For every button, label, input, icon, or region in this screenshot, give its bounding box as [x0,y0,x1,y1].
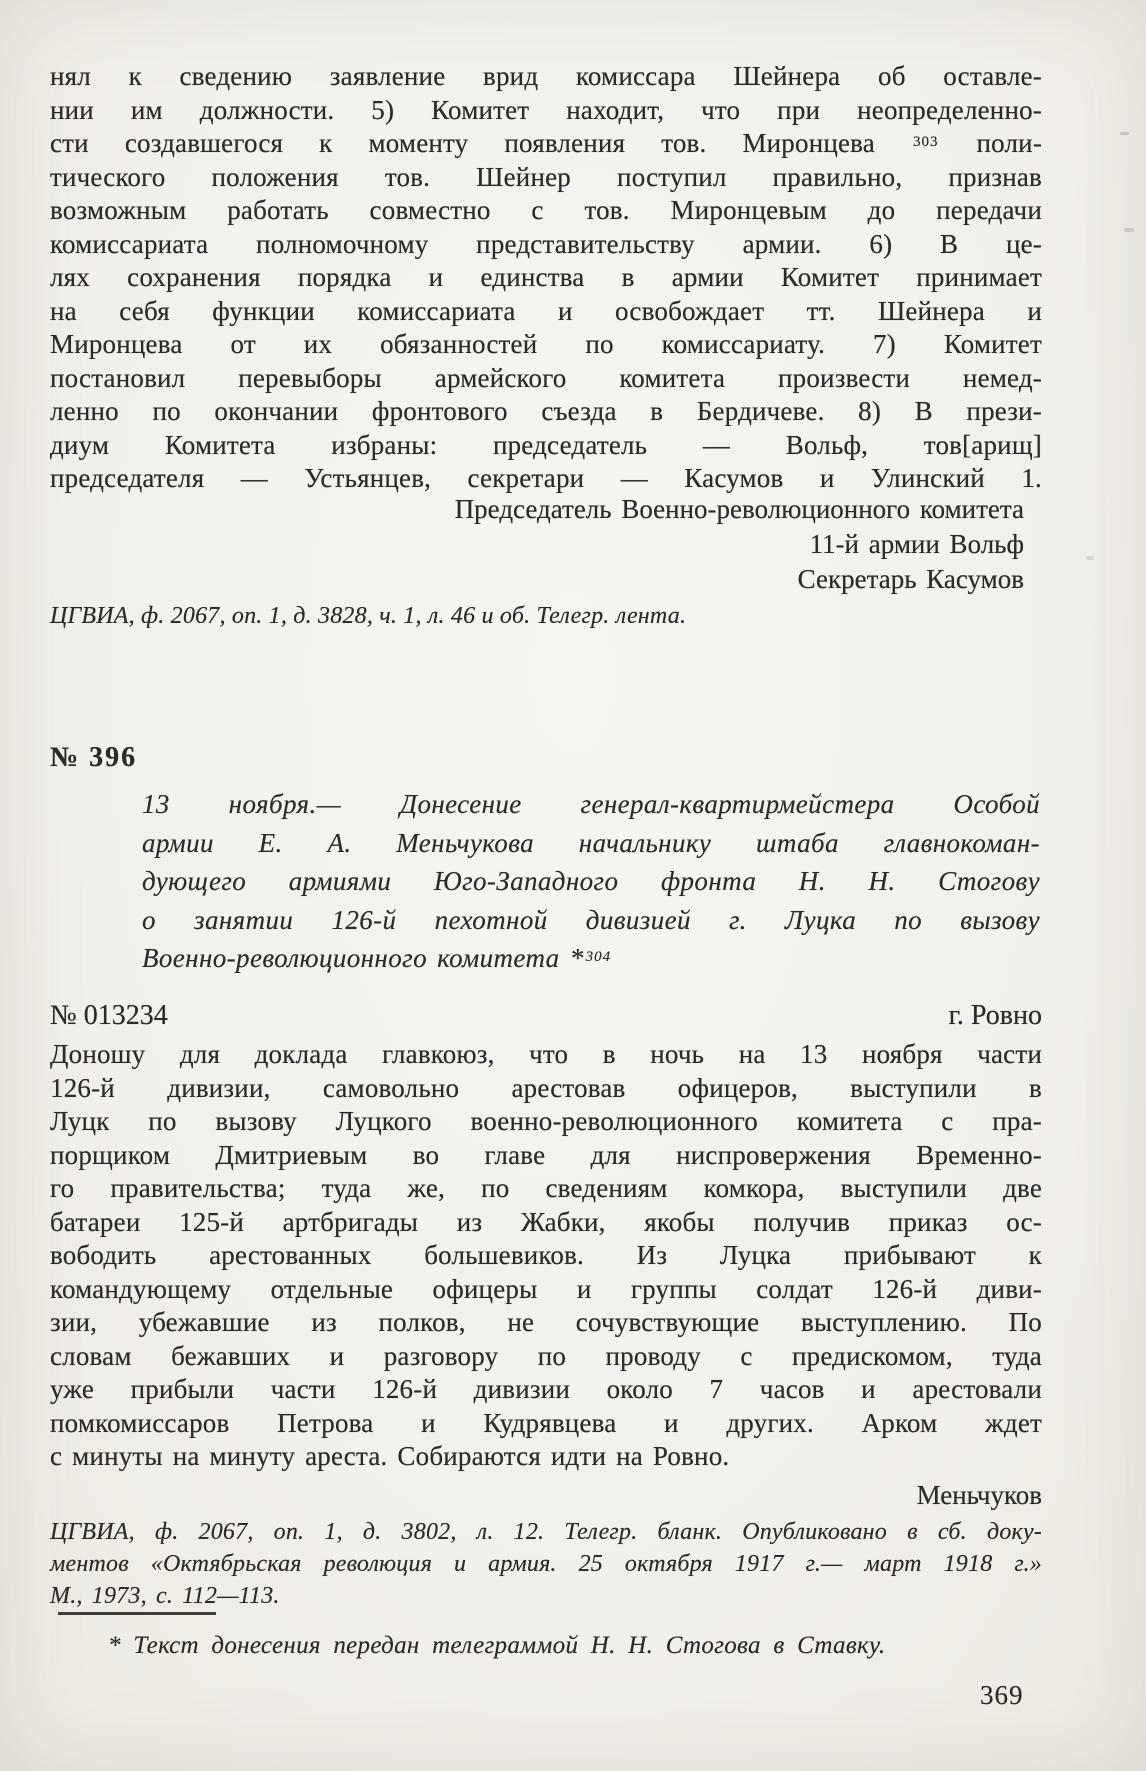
text-line: постановил перевыборы армейского комитета произвести немед- [50,362,1042,393]
signature-line: Меньчуков [916,1480,1042,1510]
text-line: вободить арестованных большевиков. Из Луцка прибывают к [50,1240,1042,1270]
text-line: порщиком Дмитриевым во главе для ниспровержения Временно- [50,1139,1042,1170]
text-line: Доношу для доклада главкоюз, что в ночь на 13 ноября части [50,1039,1042,1069]
source-line: М., 1973, с. 112—113. [50,1583,280,1609]
doc-396-heading [142,785,1040,978]
footnote-marker: * [108,1632,121,1659]
text-line: нял к сведению заявление врид комиссара Шейнера об оставле- [50,61,1042,91]
text-line: нии им должности. 5) Комитет находит, что при неопределенно- [50,94,1042,125]
text-line: уже прибыли части 126-й дивизии около 7 часов и арестовали [50,1374,1042,1404]
text-line: на себя функции комиссариата и освобождает тт. Шейнера и [50,295,1042,326]
doc-396-meta-line [50,1000,1042,1032]
heading-line-with-footnote-ref [142,939,1040,978]
doc-396-signature [50,1478,1042,1513]
page-footnote [50,1630,1042,1662]
doc-395-continuation [50,60,1042,496]
doc-396-body [50,1038,1042,1474]
doc-396-archive-source [50,1516,1042,1612]
scan-speck [1086,556,1094,560]
signature-line: Секретарь Касумов [797,564,1024,594]
doc-395-signature [50,492,1042,597]
text-fragment: сти создавшегося к моменту появления тов. Миронцева [50,128,875,158]
footnote-reference-303: 303 [912,134,939,150]
text-line: Миронцева от их обязанностей по комиссариату. 7) Комитет [50,329,1042,359]
text-line: с минуты на минуту ареста. Собираются идти на Ровно. [50,1441,730,1471]
heading-line: дующего армиями Юго-Западного фронта Н. Н. Стогову [142,866,1040,896]
doc-396-number-heading [50,742,1042,774]
scan-speck [1124,228,1134,232]
source-line: ментов «Октябрьская революция и армия. 25 октября 1917 г.— март 1918 г.» [50,1551,1042,1577]
text-line: возможным работать совместно с тов. Миронцевым до передачи [50,195,1042,225]
text-line: тического положения тов. Шейнер поступил правильно, признав [50,161,1042,192]
text-line-with-footnote-ref [50,127,1042,161]
footnote-star-marker: * [569,943,584,973]
text-line: ленно по окончании фронтового съезда в Бердичеве. 8) В прези- [50,396,1042,426]
page-number: 369 [980,1680,1024,1710]
footnote-separator-rule [58,1612,216,1615]
signature-line: 11-й армии Вольф [809,529,1024,559]
text-line: командующему отдельные офицеры и группы солдат 126-й диви- [50,1273,1042,1304]
place-name: г. Ровно [948,1000,1042,1031]
text-line: комиссариата полномочному представительству армии. 6) В це- [50,228,1042,259]
text-fragment: поли- [976,128,1043,158]
text-line: Луцк по вызову Луцкого военно-революционного комитета с пра- [50,1106,1042,1136]
heading-fragment: Военно-революционного комитета [142,943,560,973]
text-line: го правительства; туда же, по сведениям комкора, выступили две [50,1173,1042,1203]
text-line: словам бежавших и разговору по проводу с предискомом, туда [50,1340,1042,1371]
heading-line: 13 ноября.— Донесение генерал-квартирмейстера Особой [142,789,1040,819]
text-line: диум Комитета избраны: председатель — Вольф, тов[арищ] [50,429,1042,460]
text-line: батареи 125-й артбригады из Жабки, якобы получив приказ ос- [50,1206,1042,1237]
text-line: помкомиссаров Петрова и Кудрявцева и других. Арком ждет [50,1407,1042,1438]
text-line: председателя — Устьянцев, секретари — Касумов и Улинский 1. [50,463,1042,493]
source-line: ЦГВИА, ф. 2067, оп. 1, д. 3802, л. 12. Телегр. бланк. Опубликовано в сб. доку- [50,1519,1042,1545]
doc-number-label: № 396 [50,742,138,773]
footnote-text: Текст донесения передан телеграммой Н. Н. Стогова в Ставку. [133,1632,886,1659]
text-line: 126-й дивизии, самовольно арестовав офицеров, выступили в [50,1072,1042,1103]
doc-395-archive-source [50,600,1042,632]
footnote-reference-304: 304 [585,949,612,965]
scan-speck [1120,132,1129,135]
heading-line: о занятии 126-й пехотной дивизией г. Луцка по вызову [142,904,1040,935]
signature-line: Председатель Военно-революционного комитета [454,494,1024,524]
text-line: зии, убежавшие из полков, не сочувствующие выступлению. По [50,1307,1042,1337]
source-line: ЦГВИА, ф. 2067, оп. 1, д. 3828, ч. 1, л. 46 и об. Телегр. лента. [50,603,687,629]
telegram-number: № 013234 [50,1000,168,1031]
heading-line: армии Е. А. Меньчукова начальнику штаба главнокоман- [142,827,1040,858]
text-line: лях сохранения порядка и единства в армии Комитет принимает [50,262,1042,292]
